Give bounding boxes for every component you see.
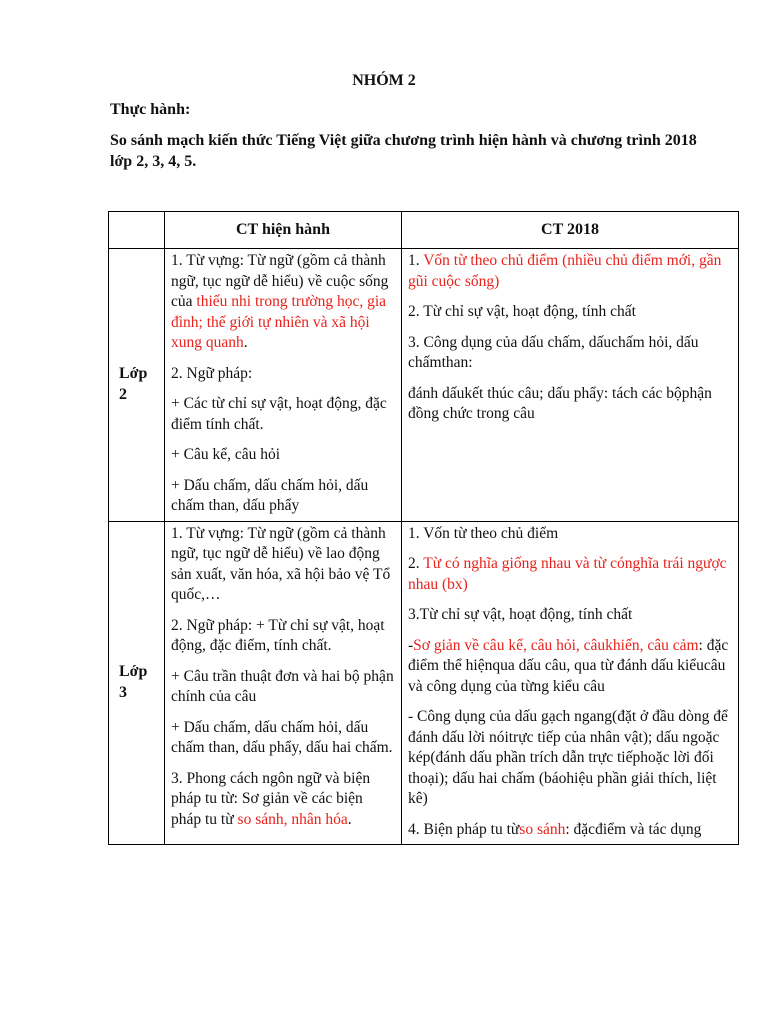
highlighted-text: Vốn từ theo chủ điểm (nhiều chủ điểm mới, gần gũi cuộc sống) [408, 252, 722, 290]
content-paragraph [408, 251, 732, 292]
current-program-cell [165, 249, 402, 522]
content-paragraph [171, 476, 395, 517]
text-segment: đánh dấukết thúc câu; dấu phẩy: tách các bộphận đồng chức trong câu [408, 384, 712, 422]
content-paragraph [408, 384, 732, 425]
text-segment: 3. Phong cách ngôn ngữ và biện pháp tu từ: Sơ giản về các biện pháp tu từ [171, 769, 371, 828]
text-segment: : đặcđiểm và tác dụng [565, 820, 702, 838]
text-segment: . [243, 334, 248, 351]
highlighted-text: so sánh [519, 820, 566, 838]
section-heading: Thực hành: [110, 101, 191, 118]
highlighted-text: Sơ giản về câu kể, câu hỏi, câukhiến, câu cảm [413, 636, 699, 654]
table-header-row [109, 212, 739, 249]
content-paragraph [171, 667, 395, 708]
text-segment: 1. Từ vựng: Từ ngữ (gồm cả thành ngữ, tục ngữ dễ hiểu) về cuộc sống của [171, 252, 389, 310]
text-segment: : đặc điểm thể hiệnqua dấu câu, qua từ đánh dấu kiểucâu và công dụng của từng kiểu câu [408, 636, 729, 695]
text-segment: 1. Vốn từ theo chủ điểm [408, 524, 559, 542]
text-segment: 1. Từ vựng: Từ ngữ (gồm cả thành ngữ, tục ngữ dễ hiểu) về lao động sản xuất, văn hóa, xã hội bảo vệ Tổ quốc,… [171, 524, 391, 603]
content-paragraph [408, 333, 732, 374]
table-row [109, 521, 739, 845]
text-segment: 3. Công dụng của dấu chấm, dấuchấm hỏi, dấu chấmthan: [408, 333, 699, 371]
text-segment: 4. Biện pháp tu từ [408, 820, 520, 838]
content-paragraph [171, 364, 395, 385]
grade-cell: Lớp 3 [109, 521, 165, 845]
content-paragraph [408, 302, 732, 323]
text-segment: + Câu trần thuật đơn và hai bộ phận chính của câu [171, 667, 394, 705]
content-paragraph [171, 524, 395, 606]
content-paragraph [408, 820, 732, 841]
text-segment: 1. [408, 252, 424, 269]
content-paragraph [171, 394, 395, 435]
content-paragraph [171, 251, 395, 354]
content-paragraph [171, 718, 395, 759]
grade-cell: Lớp 2 [109, 249, 165, 522]
text-segment: + Các từ chỉ sự vật, hoạt động, đặc điểm tính chất. [171, 395, 387, 433]
content-paragraph [408, 524, 732, 545]
text-segment: + Câu kể, câu hỏi [171, 446, 281, 463]
current-program-cell [165, 521, 402, 845]
content-paragraph [171, 445, 395, 466]
text-segment: + Dấu chấm, dấu chấm hỏi, dấu chấm than, dấu phẩy [171, 476, 369, 514]
highlighted-text: so sánh, nhân hóa [237, 810, 348, 828]
header-2018-program: CT 2018 [402, 212, 739, 249]
content-paragraph [408, 605, 732, 626]
program-2018-cell [402, 521, 739, 845]
page-title: NHÓM 2 [352, 72, 416, 89]
text-segment: 2. [408, 555, 424, 572]
header-grade [109, 212, 165, 249]
content-paragraph [408, 707, 732, 810]
highlighted-text: Từ có nghĩa giống nhau và từ cónghĩa trái ngược nhau (bx) [408, 555, 727, 593]
content-paragraph [408, 554, 732, 595]
content-paragraph [171, 616, 395, 657]
text-segment: 2. Ngữ pháp: + Từ chỉ sự vật, hoạt động, đặc điểm, tính chất. [171, 616, 385, 654]
subtitle: So sánh mạch kiến thức Tiếng Việt giữa chương trình hiện hành và chương trình 2018 lớp 2, 3, 4, 5. [110, 132, 697, 170]
text-segment: 3.Từ chỉ sự vật, hoạt động, tính chất [408, 606, 633, 623]
content-paragraph [408, 636, 732, 698]
text-segment: 2. Từ chỉ sự vật, hoạt động, tính chất [408, 303, 636, 320]
comparison-table [108, 211, 739, 845]
program-2018-cell [402, 249, 739, 522]
highlighted-text: thiếu nhi trong trường học, gia đình; thế giới tự nhiên và xã hội xung quanh [171, 293, 387, 351]
text-segment: . [347, 810, 352, 828]
text-segment: + Dấu chấm, dấu chấm hỏi, dấu chấm than, dấu phẩy, dấu hai chấm. [171, 718, 393, 756]
text-segment: 2. Ngữ pháp: [171, 364, 253, 382]
header-current-program: CT hiện hành [165, 212, 402, 249]
text-segment: - Công dụng của dấu gạch ngang(đặt ở đầu dòng để đánh dấu lời nóitrực tiếp của nhân vật); dấu ngoặc kép(đánh dấu phần trích dẫn trực tiếphoặc lời đối thoại); dấu hai chấm (báohiệu phần giải thích, liệt kê) [408, 708, 728, 807]
content-paragraph [171, 769, 395, 831]
text-segment: - [408, 636, 414, 654]
table-row [109, 249, 739, 522]
